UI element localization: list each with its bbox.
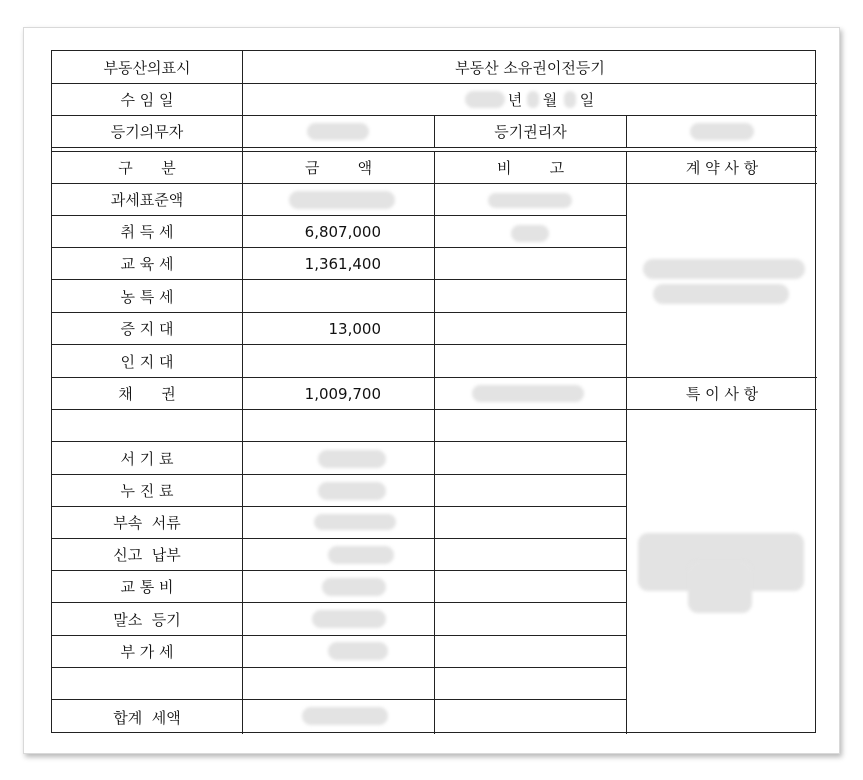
redacted-amount xyxy=(328,642,388,660)
row-label: 부속 서류 xyxy=(113,514,181,532)
redacted-amount xyxy=(312,610,386,628)
redacted-amount xyxy=(328,546,394,564)
row-label: 교 통 비 xyxy=(120,578,174,596)
redacted-day xyxy=(564,91,576,108)
col-note: 비 고 xyxy=(496,159,565,177)
row-label: 신고 납부 xyxy=(113,546,181,564)
redacted-tax-base xyxy=(289,191,395,209)
redacted-bond-note xyxy=(472,385,584,402)
date-label: 수 임 일 xyxy=(120,91,174,109)
property-label: 부동산의표시 xyxy=(103,58,191,77)
special-notes-label: 특 이 사 항 xyxy=(685,385,759,403)
redacted-note xyxy=(488,193,572,208)
row-label: 부 가 세 xyxy=(120,643,174,661)
date-month-unit: 월 xyxy=(542,91,558,109)
redacted-year xyxy=(465,91,505,108)
amount-acquisition-tax: 6,807,000 xyxy=(304,222,381,241)
row-label xyxy=(52,668,242,699)
property-value: 부동산 소유권이전등기 xyxy=(455,58,605,77)
row-label: 서 기 료 xyxy=(120,449,174,468)
date-year-unit: 년 xyxy=(507,91,523,109)
amount-bond: 1,009,700 xyxy=(304,384,381,403)
redacted-amount xyxy=(322,578,386,596)
row-label: 채 권 xyxy=(118,385,176,403)
redacted-amount xyxy=(318,450,386,468)
redacted-month xyxy=(527,91,539,108)
registration-fee-sheet xyxy=(51,50,816,733)
row-label xyxy=(52,410,242,441)
redacted-contract xyxy=(653,284,789,304)
redacted-total xyxy=(302,707,388,725)
document-frame xyxy=(23,27,840,754)
row-label: 농 특 세 xyxy=(120,287,174,306)
redacted-special xyxy=(688,561,752,613)
holder-label: 등기권리자 xyxy=(494,123,567,141)
row-label: 과세표준액 xyxy=(110,191,184,209)
redacted-contract xyxy=(643,259,805,279)
redacted-note xyxy=(511,225,549,242)
row-label: 교 육 세 xyxy=(120,255,174,273)
amount-stamp-fee: 13,000 xyxy=(328,319,381,338)
col-amount: 금 액 xyxy=(304,159,373,177)
amount-education-tax: 1,361,400 xyxy=(304,254,381,273)
obligor-label: 등기의무자 xyxy=(110,123,184,141)
redacted-obligor xyxy=(307,123,369,140)
row-label: 합계 세액 xyxy=(113,708,181,727)
row-label: 취 득 세 xyxy=(120,223,174,241)
row-label: 인 지 대 xyxy=(120,352,174,371)
redacted-amount xyxy=(318,482,386,500)
row-label: 말소 등기 xyxy=(113,610,181,629)
date-day-unit: 일 xyxy=(579,91,595,109)
row-label: 누 진 료 xyxy=(120,482,174,500)
col-contract: 계 약 사 항 xyxy=(685,159,759,177)
col-category: 구 분 xyxy=(118,159,176,177)
redacted-amount xyxy=(314,514,396,530)
row-label: 증 지 대 xyxy=(120,320,174,338)
redacted-holder xyxy=(690,123,754,140)
